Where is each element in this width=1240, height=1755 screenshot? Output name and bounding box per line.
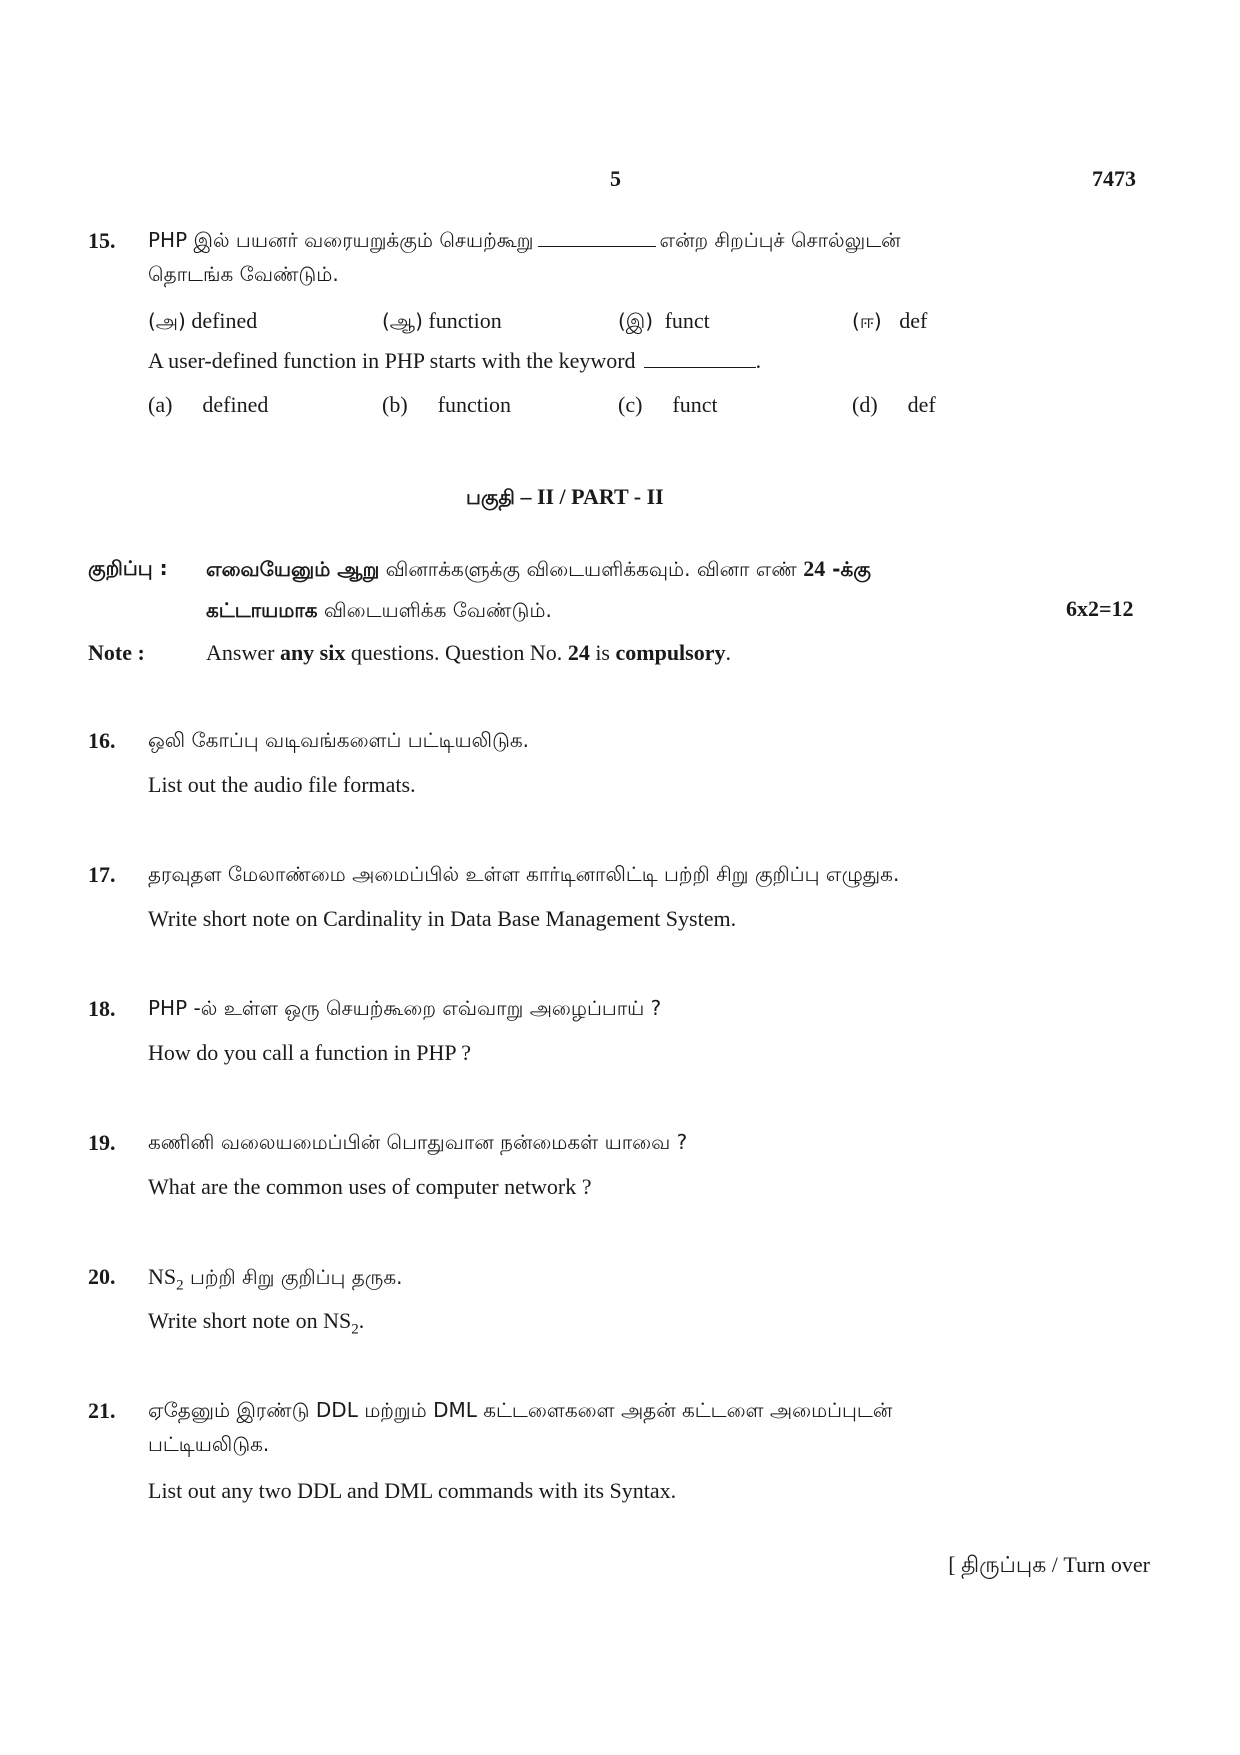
question-20-english xyxy=(148,1308,364,1338)
answer-blank xyxy=(644,351,756,368)
question-19-english: What are the common uses of computer network ? xyxy=(148,1174,592,1199)
question-number: 18. xyxy=(88,996,116,1021)
note-emphasis: any six xyxy=(279,640,346,665)
note-emphasis: கட்டாயமாக xyxy=(206,598,318,622)
question-number: 21. xyxy=(88,1398,116,1423)
option-label: (d) xyxy=(852,392,878,417)
option-english-d xyxy=(852,392,936,418)
subscript: 2 xyxy=(351,1321,359,1338)
option-tamil-d xyxy=(852,308,927,336)
question-17-english: Write short note on Cardinality in Data Base Management System. xyxy=(148,906,737,931)
question-20-english-text: Write short note on NS xyxy=(148,1308,352,1333)
part-heading-english: – II / PART - II xyxy=(514,484,664,509)
option-english-c xyxy=(618,392,718,418)
option-text: funct xyxy=(664,308,710,333)
note-emphasis: compulsory xyxy=(615,640,726,665)
turn-over-label: [ திருப்புக / Turn over xyxy=(948,1552,1150,1577)
option-label: (c) xyxy=(618,392,643,417)
question-20-tamil xyxy=(148,1264,402,1294)
question-number: 15. xyxy=(88,228,116,253)
question-18-tamil: PHP -ல் உள்ள ஒரு செயற்கூறை எவ்வாறு அழைப்பாய் ? xyxy=(148,996,662,1020)
note-tamil-line1 xyxy=(206,556,871,584)
option-text: defined xyxy=(202,392,269,417)
option-text: function xyxy=(437,392,511,417)
page-number: 5 xyxy=(610,166,621,191)
note-text: . xyxy=(725,640,731,665)
question-15-tamil-line1 xyxy=(148,228,901,255)
option-text: defined xyxy=(191,308,258,333)
option-text: function xyxy=(428,308,502,333)
note-question-number: 24 xyxy=(803,556,826,581)
note-text: வினாக்களுக்கு விடையளிக்கவும். வினா எண் xyxy=(379,557,804,581)
option-text: def xyxy=(907,392,936,417)
option-label: (இ) xyxy=(618,309,654,333)
note-text: questions. Question No. xyxy=(345,640,568,665)
note-text: Answer xyxy=(206,640,280,665)
option-tamil-b xyxy=(382,308,502,336)
note-tamil-line2 xyxy=(206,598,552,625)
question-21-english: List out any two DDL and DML commands with its Syntax. xyxy=(148,1478,677,1503)
question-15-tamil-line2: தொடங்க வேண்டும். xyxy=(148,262,339,286)
note-emphasis: -க்கு xyxy=(825,557,871,581)
note-text: விடையளிக்க வேண்டும். xyxy=(317,598,552,622)
question-16-tamil: ஒலி கோப்பு வடிவங்களைப் பட்டியலிடுக. xyxy=(148,728,530,752)
question-number: 16. xyxy=(88,728,116,753)
question-15-tamil-part-b: என்ற சிறப்புச் சொல்லுடன் xyxy=(659,228,901,252)
part-heading xyxy=(466,484,664,512)
part-heading-tamil: பகுதி xyxy=(466,485,515,509)
option-label: (b) xyxy=(382,392,408,417)
question-15-tamil-part-a: PHP இல் பயனர் வரையறுக்கும் செயற்கூறு xyxy=(148,228,534,252)
option-label: (ஆ) xyxy=(382,309,423,333)
option-english-b xyxy=(382,392,511,418)
ns2-label: NS xyxy=(148,1264,177,1289)
paper-code: 7473 xyxy=(1092,166,1136,191)
question-21-tamil-line2: பட்டியலிடுக. xyxy=(148,1432,270,1456)
question-15-english-end: . xyxy=(755,348,762,373)
note-text: is xyxy=(589,640,616,665)
marks-allocation: 6x2=12 xyxy=(1066,596,1134,621)
question-number: 19. xyxy=(88,1130,116,1155)
answer-blank xyxy=(538,230,656,247)
question-number: 20. xyxy=(88,1264,116,1289)
note-emphasis: 24 xyxy=(567,640,590,665)
note-english-line xyxy=(206,640,731,666)
note-emphasis: எவையேனும் ஆறு xyxy=(206,557,380,581)
note-label-english: Note : xyxy=(88,640,145,665)
question-16-english: List out the audio file formats. xyxy=(148,772,416,797)
question-15-english xyxy=(148,348,761,374)
option-text: funct xyxy=(672,392,718,417)
note-label-tamil: குறிப்பு : xyxy=(88,556,168,580)
question-18-english: How do you call a function in PHP ? xyxy=(148,1040,472,1065)
option-english-a xyxy=(148,392,268,418)
option-label: (அ) xyxy=(148,309,186,333)
option-label: (a) xyxy=(148,392,173,417)
question-20-english-end: . xyxy=(358,1308,365,1333)
option-label: (ஈ) xyxy=(852,309,882,333)
question-15-english-text: A user-defined function in PHP starts with the keyword xyxy=(148,348,636,373)
question-17-tamil: தரவுதள மேலாண்மை அமைப்பில் உள்ள கார்டினாலிட்டி பற்றி சிறு குறிப்பு எழுதுக. xyxy=(148,862,900,886)
option-tamil-c xyxy=(618,308,710,336)
question-21-tamil-line1: ஏதேனும் இரண்டு DDL மற்றும் DML கட்டளைகளை அதன் கட்டளை அமைப்புடன் xyxy=(148,1398,893,1422)
question-20-tamil-text: பற்றி சிறு குறிப்பு தருக. xyxy=(183,1265,403,1289)
option-text: def xyxy=(899,308,928,333)
subscript: 2 xyxy=(176,1277,184,1294)
option-tamil-a xyxy=(148,308,257,336)
question-number: 17. xyxy=(88,862,116,887)
question-19-tamil: கணினி வலையமைப்பின் பொதுவான நன்மைகள் யாவை ? xyxy=(148,1130,688,1154)
